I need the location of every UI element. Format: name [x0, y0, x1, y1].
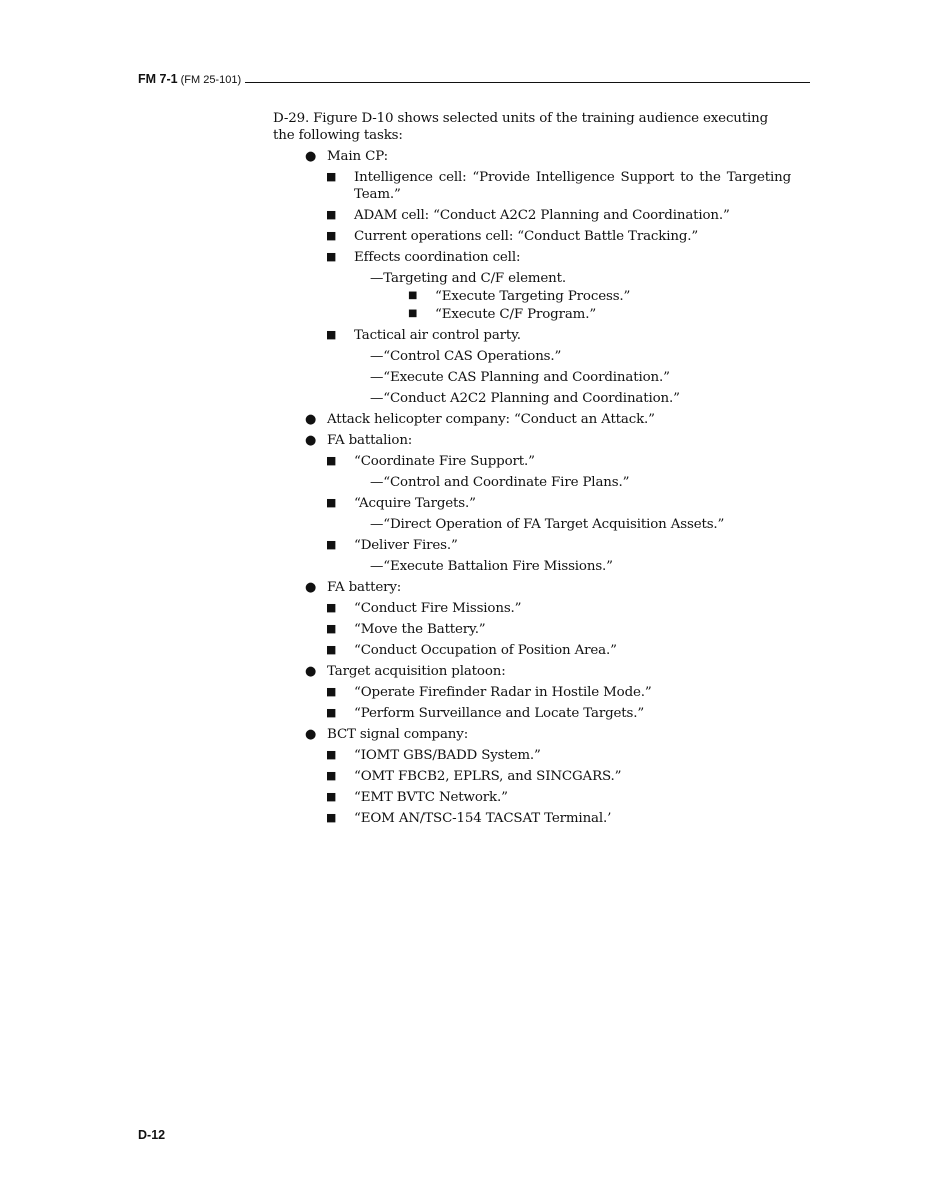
sub-item-text: Effects coordination cell:: [354, 250, 521, 265]
list-item-text: FA battery:: [327, 580, 402, 595]
square-bullet-icon: ■: [326, 811, 337, 824]
sub-item-text: “Move the Battery.”: [354, 622, 486, 637]
dash-item: [273, 516, 791, 533]
square-bullet-icon: ■: [326, 601, 337, 614]
square-bullet-icon: ■: [326, 769, 337, 782]
list-item: [273, 684, 791, 701]
dash-item: [273, 369, 791, 386]
round-bullet-icon: ●: [305, 412, 317, 427]
sub-item-text: ADAM cell: “Conduct A2C2 Planning and Coordination.”: [354, 208, 730, 223]
round-bullet-icon: ●: [305, 727, 317, 742]
list-item: [273, 768, 791, 785]
square-bullet-icon: ■: [326, 622, 337, 635]
square-bullet-icon: ■: [326, 685, 337, 698]
list-item: [273, 207, 791, 224]
dash-icon: —: [370, 475, 384, 490]
list-item: [273, 474, 791, 491]
dash-item: [273, 270, 791, 287]
list-item: [273, 390, 791, 407]
list-item: [273, 537, 791, 554]
dash-icon: —: [370, 349, 384, 364]
list-item-text: FA battalion:: [327, 433, 413, 448]
square-bullet-icon: ■: [326, 328, 337, 341]
dash-item-text: “Direct Operation of FA Target Acquisition Assets.”: [383, 517, 725, 532]
header-alt-id: (FM 25-101): [180, 74, 242, 86]
list-item: [273, 288, 791, 305]
intro-paragraph: D-29. Figure D-10 shows selected units of the training audience executing the following tasks:: [273, 111, 769, 143]
page-body: [273, 110, 791, 827]
list-item: [273, 621, 791, 638]
list-item: [273, 495, 791, 512]
dash-item: [273, 558, 791, 575]
list-item: [273, 789, 791, 806]
small-square-bullet-icon: ■: [408, 308, 418, 319]
small-square-bullet-icon: ■: [408, 290, 418, 301]
sub-item-text: “EMT BVTC Network.”: [354, 790, 508, 805]
square-bullet-icon: ■: [326, 790, 337, 803]
dash-icon: —: [370, 391, 384, 406]
list-item: [273, 579, 791, 596]
list-item: [273, 747, 791, 764]
sub-item-text: “Conduct Fire Missions.”: [354, 601, 522, 616]
sub-item-text: “Perform Surveillance and Locate Targets.”: [354, 706, 645, 721]
list-item: [273, 432, 791, 449]
dash-item-text: “Execute Battalion Fire Missions.”: [383, 559, 613, 574]
list-item-text: BCT signal company:: [327, 727, 469, 742]
list-item: [273, 663, 791, 680]
sub-sub-item-text: “Execute Targeting Process.”: [435, 289, 631, 304]
list-item-text: Main CP:: [327, 149, 388, 164]
square-bullet-icon: ■: [326, 454, 337, 467]
list-item: [273, 726, 791, 743]
list-item-text: Target acquisition platoon:: [327, 664, 506, 679]
square-bullet-icon: ■: [326, 748, 337, 761]
list-item: [273, 249, 791, 266]
header-doc-id: FM 7-1: [138, 72, 178, 86]
dash-item-text: “Control and Coordinate Fire Plans.”: [383, 475, 630, 490]
sub-item-text: “Deliver Fires.”: [354, 538, 458, 553]
dash-item-text: “Control CAS Operations.”: [383, 349, 562, 364]
list-item: [273, 600, 791, 617]
square-bullet-icon: ■: [326, 706, 337, 719]
list-item: [273, 228, 791, 245]
square-bullet-icon: ■: [326, 208, 337, 221]
list-item: [273, 148, 791, 165]
list-item: [273, 642, 791, 659]
header-rule: [245, 82, 810, 83]
dash-item: [273, 348, 791, 365]
list-item: [273, 169, 791, 203]
list-item: [273, 453, 791, 470]
round-bullet-icon: ●: [305, 433, 317, 448]
sub-item-text: “Conduct Occupation of Position Area.”: [354, 643, 617, 658]
list-item: [273, 306, 791, 323]
square-bullet-icon: ■: [326, 496, 337, 509]
list-item: [273, 516, 791, 533]
dash-item: [273, 474, 791, 491]
sub-item-text: Tactical air control party.: [354, 328, 521, 343]
sub-item-text: “Operate Firefinder Radar in Hostile Mode.”: [354, 685, 652, 700]
square-bullet-icon: ■: [326, 229, 337, 242]
dash-item: [273, 390, 791, 407]
page-number: D-12: [138, 1128, 166, 1142]
list-item: [273, 411, 791, 428]
sub-sub-item-text: “Execute C/F Program.”: [435, 307, 597, 322]
sub-item-text: Intelligence cell: “Provide Intelligence Support to the Targeting Team.”: [354, 170, 791, 202]
square-bullet-icon: ■: [326, 250, 337, 263]
square-bullet-icon: ■: [326, 170, 337, 183]
dash-item-text: Targeting and C/F element.: [383, 271, 566, 286]
square-bullet-icon: ■: [326, 538, 337, 551]
dash-icon: —: [370, 559, 384, 574]
sub-item-text: “Acquire Targets.”: [354, 496, 476, 511]
round-bullet-icon: ●: [305, 664, 317, 679]
round-bullet-icon: ●: [305, 580, 317, 595]
list-item: [273, 270, 791, 287]
list-item: [273, 348, 791, 365]
list-item: [273, 810, 791, 827]
sub-item-text: “EOM AN/TSC-154 TACSAT Terminal.’: [354, 811, 612, 826]
list-item-text: Attack helicopter company: “Conduct an Attack.”: [327, 412, 655, 427]
square-bullet-icon: ■: [326, 643, 337, 656]
dash-icon: —: [370, 517, 384, 532]
running-header: [138, 72, 810, 86]
list-item: [273, 558, 791, 575]
list-item: [273, 327, 791, 344]
dash-icon: —: [370, 271, 384, 286]
sub-item-text: “IOMT GBS/BADD System.”: [354, 748, 541, 763]
sub-item-text: Current operations cell: “Conduct Battle Tracking.”: [354, 229, 699, 244]
sub-item-text: “Coordinate Fire Support.”: [354, 454, 535, 469]
list-item: [273, 369, 791, 386]
task-list: [273, 148, 791, 827]
sub-item-text: “OMT FBCB2, EPLRS, and SINCGARS.”: [354, 769, 622, 784]
list-item: [273, 705, 791, 722]
dash-item-text: “Conduct A2C2 Planning and Coordination.”: [383, 391, 680, 406]
dash-icon: —: [370, 370, 384, 385]
dash-item-text: “Execute CAS Planning and Coordination.”: [383, 370, 670, 385]
round-bullet-icon: ●: [305, 149, 317, 164]
